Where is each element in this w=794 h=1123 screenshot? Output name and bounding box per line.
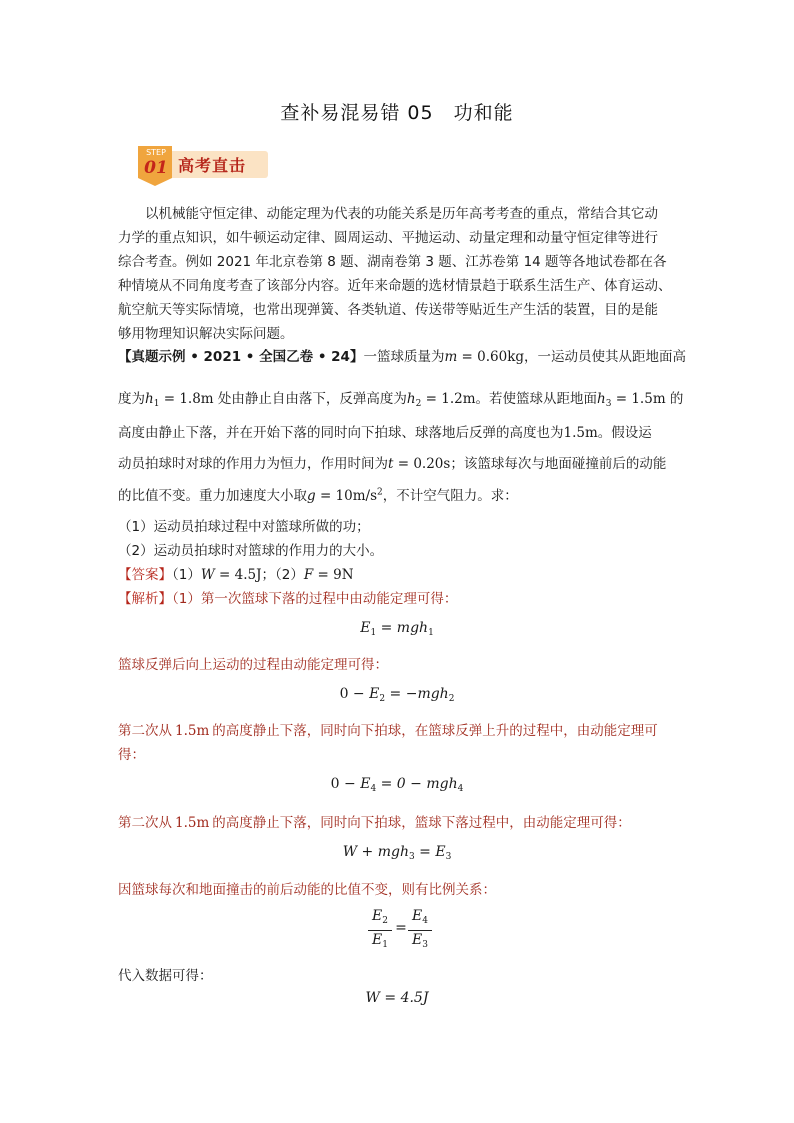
equation-1	[0, 620, 794, 638]
math-var: h	[406, 391, 416, 407]
question-text: 的	[665, 391, 684, 407]
analysis-line-2: 篮球反弹后向上运动的过程由动能定理可得：	[118, 657, 388, 673]
analysis-text: 第二次从	[118, 815, 172, 831]
question-text: 的比值不变。重力加速度大小取	[118, 488, 307, 504]
math-sub: 2	[379, 694, 386, 704]
math-sub: 2	[382, 916, 388, 926]
math-sub: 1	[153, 399, 160, 409]
math-value: = 9N	[313, 567, 354, 583]
math-expr: = 0 − mgh	[376, 776, 458, 792]
math-value: = 1.8m	[159, 391, 214, 407]
analysis-line-3	[118, 719, 678, 739]
math-value: = 1.2m	[421, 391, 476, 407]
intro-line: 以机械能守恒定律、动能定理为代表的功能关系是历年高考考查的重点，常结合其它动	[145, 206, 658, 222]
math-var: E	[412, 908, 423, 924]
math-value: = 1.5m	[611, 391, 666, 407]
math-value: 1.5m	[175, 815, 210, 831]
intro-line: 航空航天等实际情境，也常出现弹簧、各类轨道、传送带等贴近生产生活的装置，目的是能	[118, 302, 658, 318]
math-sub: 2	[448, 694, 455, 704]
math-value: = 0.20s	[393, 456, 451, 472]
question-line-1	[118, 345, 687, 365]
intro-paragraph	[118, 202, 678, 346]
math-value: = 4.5J	[214, 567, 262, 583]
question-text: ；该篮球每次与地面碰撞前后的动能	[450, 456, 667, 472]
equation-6	[0, 990, 794, 1006]
analysis-line-6: 代入数据可得：	[118, 968, 213, 984]
equation-3	[0, 776, 794, 794]
math-var: F	[303, 567, 314, 583]
step-word: STEP	[146, 148, 166, 157]
analysis-text: 第二次从	[118, 723, 172, 739]
math-var: m	[444, 349, 458, 365]
question-text: 度为	[118, 391, 145, 407]
answer-tag: 【答案】	[118, 567, 172, 583]
answer-text: ；（2）	[261, 567, 304, 583]
math-sub: 3	[422, 940, 428, 950]
step-number: 01	[144, 158, 168, 178]
math-value: = 0.60kg	[457, 349, 525, 365]
analysis-line-1	[118, 587, 678, 607]
analysis-line-5: 因篮球每次和地面撞击的前后动能的比值不变，则有比例关系：	[118, 882, 496, 898]
intro-line: 综合考查。例如 2021 年北京卷第 8 题、湖南卷第 3 题、江苏卷第 14 题等各地试卷都在各	[118, 254, 667, 270]
question-source: 【真题示例 • 2021 • 全国乙卷 • 24】	[118, 349, 364, 365]
math-sub: 1	[428, 628, 434, 638]
answer-text: （1）	[172, 567, 201, 583]
sub-question-2: （2）运动员拍球时对篮球的作用力的大小。	[118, 543, 384, 559]
question-text: 。若使篮球从距地面	[475, 391, 598, 407]
math-expr: W = 4.5J	[365, 990, 429, 1006]
math-var: h	[597, 391, 606, 407]
question-text: 高度由静止下落，并在开始下落的同时向下拍球、球落地后反弹的高度也为	[118, 425, 564, 441]
equals-sign: =	[395, 920, 407, 936]
question-line-5	[118, 484, 678, 504]
fraction-bar	[408, 930, 432, 931]
question-line-2	[118, 387, 684, 409]
math-var: E	[372, 932, 383, 948]
math-expr: 0 −	[330, 776, 361, 792]
math-var: E	[360, 776, 371, 792]
question-line-4	[118, 452, 678, 472]
math-sub: 3	[605, 399, 612, 409]
analysis-text: 的高度静止下落，同时向下拍球，篮球下落过程中，由动能定理可得：	[212, 815, 631, 831]
question-text: 一篮球质量为	[363, 349, 445, 365]
fraction-numerator	[406, 908, 434, 926]
question-text: ，一运动员使其从距地面高	[524, 349, 687, 365]
step-badge	[136, 146, 268, 186]
math-sub: 4	[457, 784, 464, 794]
fraction-denominator	[406, 932, 434, 950]
intro-line: 种情境从不同角度考查了该部分内容。近年来命题的选材情景趋于联系生活生产、体育运动、	[118, 278, 672, 294]
question-text: 动员拍球时对球的作用力为恒力，作用时间为	[118, 456, 388, 472]
math-sub: 3	[445, 852, 452, 862]
math-value: 1.5m	[175, 723, 210, 739]
math-var: E	[369, 686, 380, 702]
question-line-3	[118, 421, 678, 441]
answer-line	[118, 563, 678, 583]
math-var: W	[200, 567, 215, 583]
math-var: g	[307, 488, 316, 504]
math-sub: 2	[415, 399, 422, 409]
math-var: E	[360, 620, 371, 636]
math-sub: 4	[370, 784, 377, 794]
analysis-line-4	[118, 811, 678, 831]
question-text: ，不计空气阻力。求：	[382, 488, 518, 504]
intro-line: 力学的重点知识，如牛顿运动定律、圆周运动、平抛运动、动量定理和动量守恒定律等进行	[118, 230, 658, 246]
equation-2	[0, 686, 794, 704]
math-var: E	[412, 932, 423, 948]
math-expr: = E	[414, 844, 446, 860]
math-value: = 10m/s	[315, 488, 378, 504]
math-sub: 4	[422, 916, 428, 926]
math-value: 1.5m	[563, 425, 598, 441]
intro-line: 够用物理知识解决实际问题。	[118, 326, 294, 342]
math-expr: = mgh	[376, 620, 429, 636]
page-title: 查补易混易错 05 功和能	[280, 102, 514, 124]
math-expr: 0 −	[339, 686, 370, 702]
math-expr: W + mgh	[342, 844, 409, 860]
math-var: E	[372, 908, 383, 924]
ratio-equation	[366, 908, 436, 954]
analysis-line-3b: 得：	[118, 747, 145, 763]
step-label: 高考直击	[178, 156, 247, 175]
math-sub: 3	[408, 852, 415, 862]
sub-question-1: （1）运动员拍球过程中对篮球所做的功；	[118, 519, 370, 535]
math-expr: = −mgh	[385, 686, 449, 702]
analysis-tag: 【解析】	[118, 591, 172, 607]
analysis-text: （1）第一次篮球下落的过程中由动能定理可得：	[172, 591, 458, 607]
analysis-text: 的高度静止下落，同时向下拍球，在篮球反弹上升的过程中，由动能定理可	[212, 723, 658, 739]
question-text: 处由静止自由落下，反弹高度为	[213, 391, 407, 407]
math-var: t	[388, 456, 394, 472]
math-sup: 2	[377, 487, 383, 498]
math-sub: 1	[382, 940, 388, 950]
equation-4	[0, 844, 794, 862]
math-var: h	[145, 391, 154, 407]
math-sub: 1	[370, 628, 377, 638]
question-text: 。假设运	[597, 425, 652, 441]
